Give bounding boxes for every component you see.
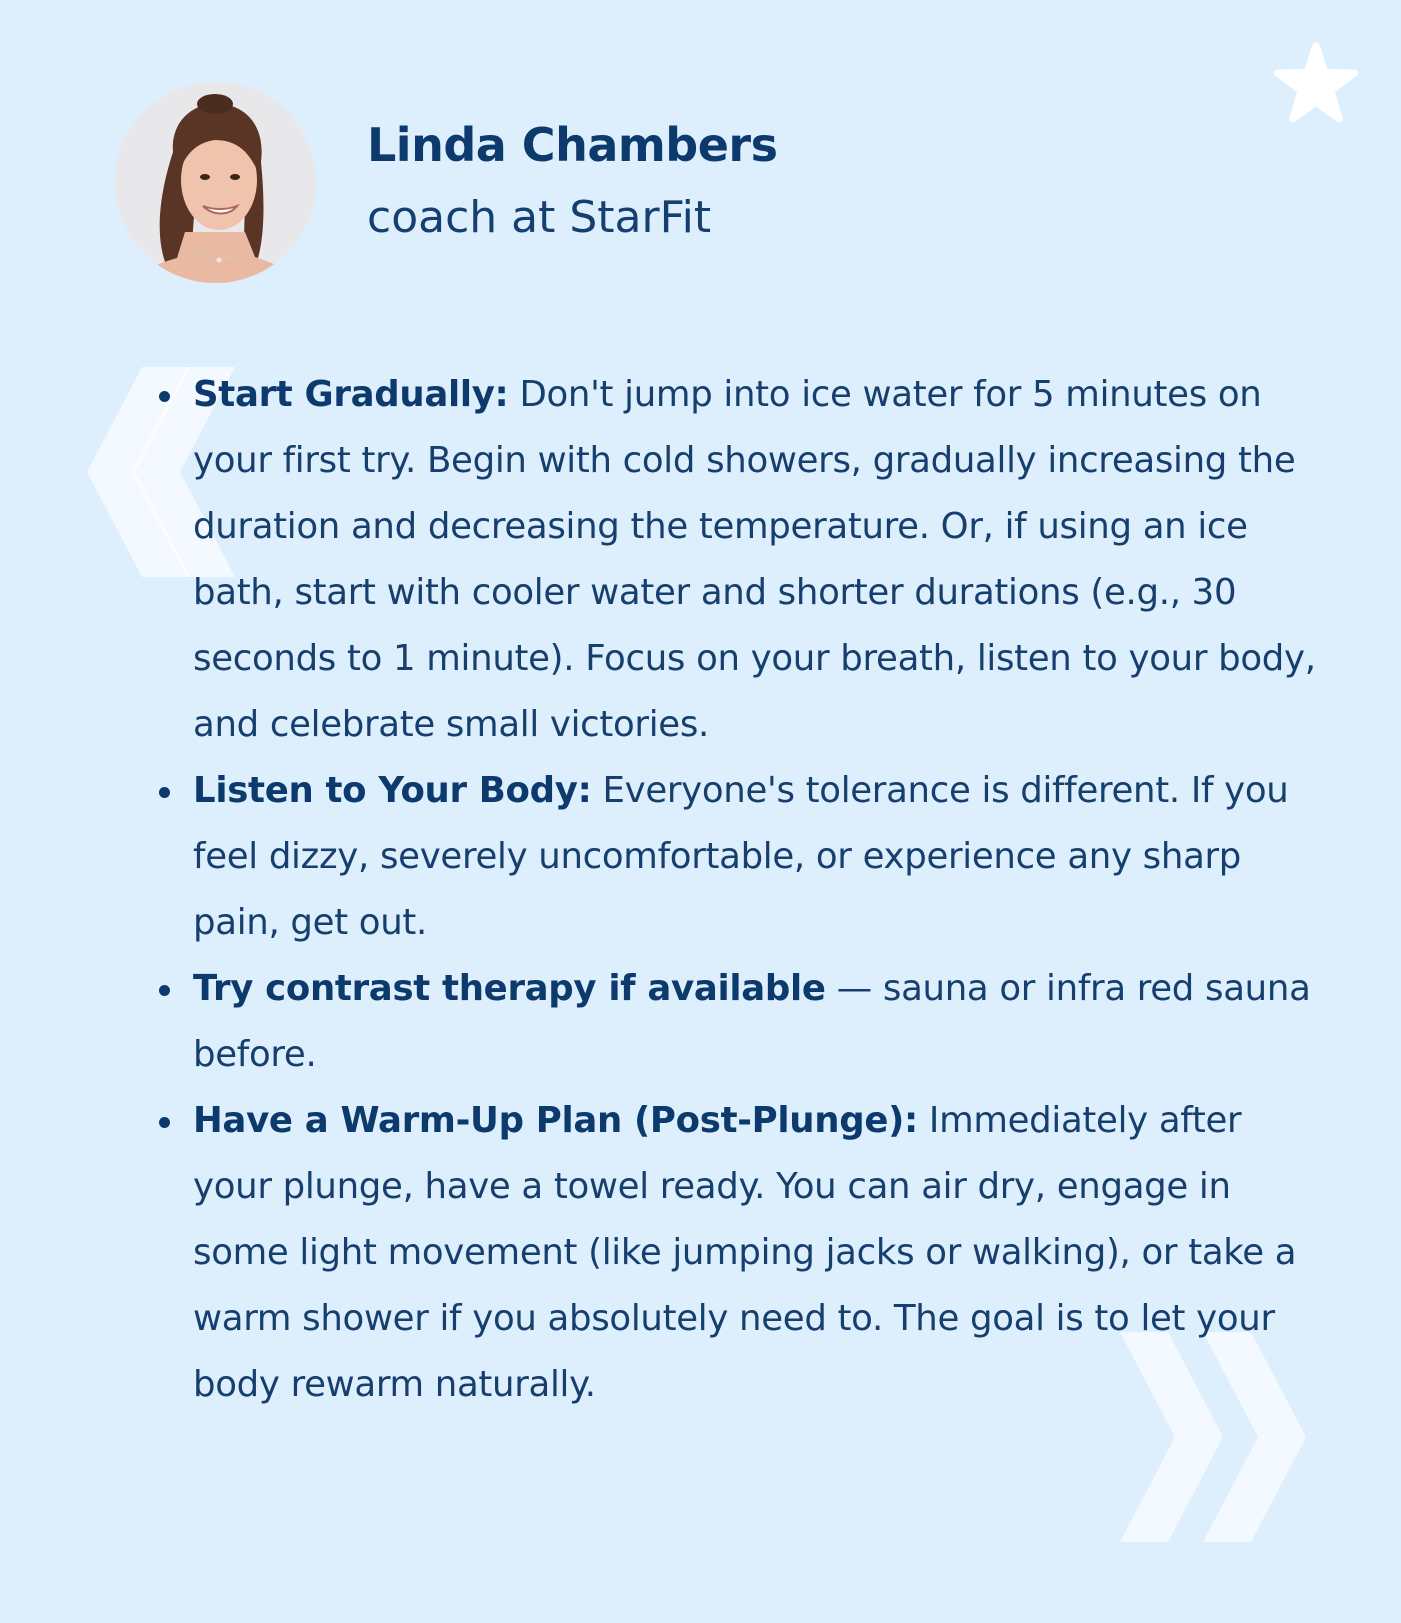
profile-name: Linda Chambers [367, 118, 778, 172]
list-item [193, 362, 1318, 758]
tip-body: Everyone's tolerance is different. If you feel dizzy, severely uncomfortable, or experience any sharp pain, get out. [193, 770, 1289, 943]
tip-title: Try contrast therapy if available [193, 968, 826, 1009]
tip-title: Start Gradually: [193, 374, 509, 415]
star-icon [1274, 42, 1358, 126]
profile-role: coach at StarFit [367, 192, 712, 243]
list-item [193, 956, 1318, 1088]
list-item [193, 758, 1318, 956]
tip-body: Don't jump into ice water for 5 minutes on your first try. Begin with cold showers, gradually increasing the duration and decreasing the temperature. Or, if using an ice bath, start with cooler water and shorter durations (e.g., 30 seconds to 1 minute). Focus on your breath, listen to your body, and celebrate small victories. [193, 374, 1316, 745]
tip-body: Immediately after your plunge, have a towel ready. You can air dry, engage in some light movement (like jumping jacks or walking), or take a warm shower if you absolutely need to. The goal is to let your body rewarm naturally. [193, 1100, 1297, 1405]
portrait-photo [115, 82, 316, 283]
avatar [115, 82, 316, 283]
tip-title: Listen to Your Body: [193, 770, 592, 811]
tips-list [193, 362, 1318, 1418]
list-item [193, 1088, 1318, 1418]
tip-body: — sauna or infra red sauna before. [193, 968, 1311, 1075]
tip-title: Have a Warm-Up Plan (Post-Plunge): [193, 1100, 918, 1141]
